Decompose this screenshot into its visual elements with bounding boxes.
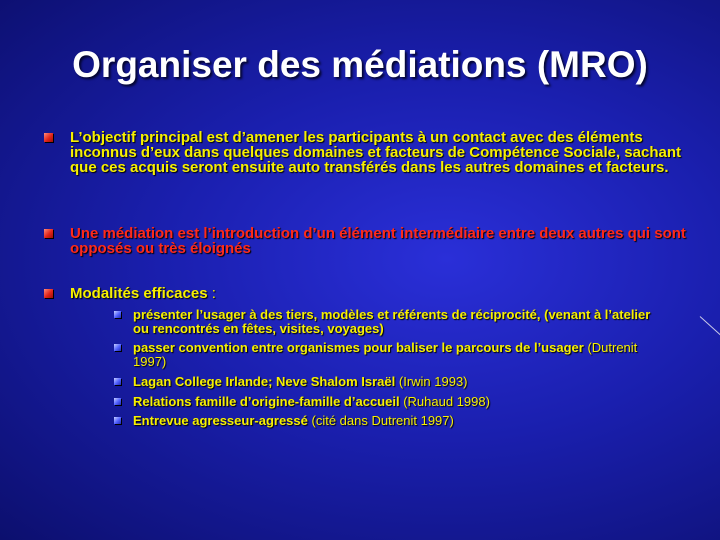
sub-item-reference: (Ruhaud 1998) [399,394,490,409]
sub-item-main: Entrevue agresseur-agressé [133,413,308,428]
bullet-mediation-definition-text: Une médiation est l’introduction d’un élément intermédiaire entre deux autres qui sont opposés ou très éloignés [70,225,686,257]
red-square-bullet-icon [44,289,53,298]
sub-item-main: présenter l’usager à des tiers, modèles et référents de réciprocité, (venant à l’atelier ou rencontrés en fêtes, visites, voyages) [133,307,651,336]
slide-title: Organiser des médiations (MRO) [72,44,648,85]
blue-square-bullet-icon [114,398,121,405]
blue-square-bullet-icon [114,344,121,351]
sub-item-main: passer convention entre organismes pour baliser le parcours de l’usager [133,340,584,355]
sub-item-text [133,341,653,369]
blue-square-bullet-icon [114,417,121,424]
sub-item-reference: (cité dans Dutrenit 1997) [307,413,454,428]
sub-item-text [133,414,653,428]
sub-item-main: Relations famille d’origine-famille d’accueil [133,394,400,409]
decorative-line [700,316,720,337]
bullet-modalities-text [70,286,690,301]
bullet-modalities-label: Modalités efficaces [70,285,208,302]
sub-item-text [133,395,653,409]
sub-item-text [133,308,653,336]
blue-square-bullet-icon [114,311,121,318]
red-square-bullet-icon [44,133,53,142]
blue-square-bullet-icon [114,378,121,385]
bullet-objective-text: L’objectif principal est d’amener les participants à un contact avec des éléments inconnus d’eux dans quelques domaines et facteurs de Compétence Sociale, sachant que ces acquis seront ensuite auto transférés dans les autres domaines et facteurs. [70,129,682,176]
bullet-modalities-suffix: : [207,285,216,302]
sub-item-main: Lagan College Irlande; Neve Shalom Israël [133,374,396,389]
sub-item-reference: (Dutrenit 1997) [133,340,638,369]
red-square-bullet-icon [44,229,53,238]
sub-item-reference: (Irwin 1993) [395,374,468,389]
sub-item-text [133,375,653,389]
